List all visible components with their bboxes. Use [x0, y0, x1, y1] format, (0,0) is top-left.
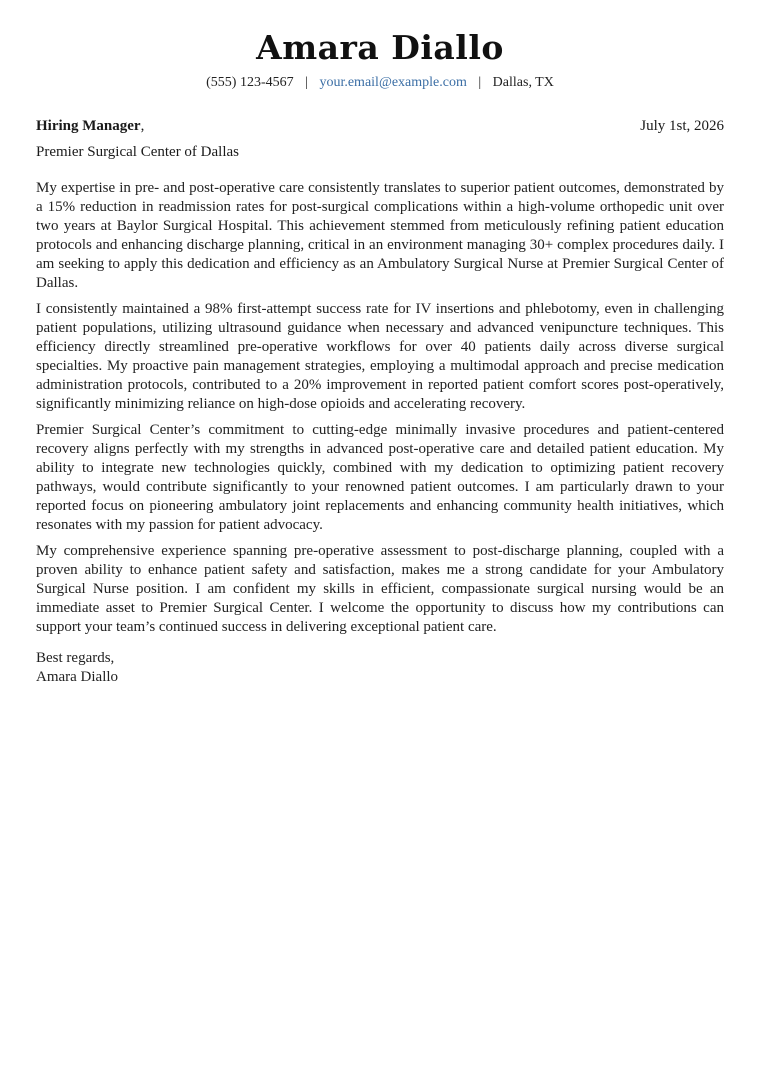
letter-body: [36, 179, 724, 637]
body-paragraph: My expertise in pre- and post-operative care consistently translates to superior patient outcomes, demonstrated by a 15% reduction in readmission rates for post-surgical complications within a high-volume orthopedic unit over two years at Baylor Surgical Hospital. This achievement stemmed from meticulously refining patient education protocols and enhancing discharge planning, critical in an environment managing 30+ complex procedures daily. I am seeking to apply this dedication and efficiency as an Ambulatory Surgical Nurse at Premier Surgical Center of Dallas.: [36, 180, 724, 291]
applicant-name: Amara Diallo: [256, 28, 504, 67]
contact-line: [36, 73, 724, 93]
salutation-date-row: [36, 116, 724, 136]
body-paragraph: I consistently maintained a 98% first-attempt success rate for IV insertions and phlebotomy, even in challenging patient populations, utilizing ultrasound guidance when necessary and advanced venipuncture techniques. This efficiency directly streamlined pre-operative workflows for over 40 patients daily across diverse surgical specialties. My proactive pain management strategies, employing a multimodal approach and precise medication administration protocols, contributed to a 20% improvement in reported patient comfort scores post-operatively, significantly minimizing reliance on high-dose opioids and accelerating recovery.: [36, 301, 724, 412]
contact-separator: |: [305, 75, 308, 90]
phone-number: (555) 123-4567: [206, 75, 294, 90]
recipient-company: Premier Surgical Center of Dallas: [36, 144, 239, 160]
body-paragraph: Premier Surgical Center’s commitment to cutting-edge minimally invasive procedures and patient-centered recovery aligns perfectly with my strengths in advanced post-operative care and detailed patient education. My ability to integrate new technologies quickly, combined with my dedication to optimizing patient recovery pathways, would contribute significantly to your renowned patient outcomes. I am particularly drawn to your reported focus on pioneering ambulatory joint replacements and enhancing community health initiatives, which resonates with my passion for patient advocacy.: [36, 422, 724, 533]
salutation: [36, 116, 144, 136]
signature-name: Amara Diallo: [36, 669, 119, 685]
letter-closing: [36, 649, 724, 687]
email-link[interactable]: your.email@example.com: [319, 75, 467, 90]
recipient-name: Hiring Manager: [36, 118, 141, 134]
salutation-comma: ,: [140, 118, 145, 134]
location: Dallas, TX: [492, 75, 554, 90]
letter-date: July 1st, 2026: [640, 118, 724, 134]
body-paragraph: My comprehensive experience spanning pre-operative assessment to post-discharge planning, coupled with a proven ability to enhance patient safety and satisfaction, makes me a strong candidate for your Ambulatory Surgical Nurse position. I am confident my skills in efficient, compassionate surgical nursing would be an immediate asset to Premier Surgical Center. I welcome the opportunity to discuss how my contributions can support your team’s continued success in delivering exceptional patient care.: [36, 543, 724, 635]
valediction: Best regards,: [36, 650, 115, 666]
contact-separator: |: [478, 75, 482, 90]
